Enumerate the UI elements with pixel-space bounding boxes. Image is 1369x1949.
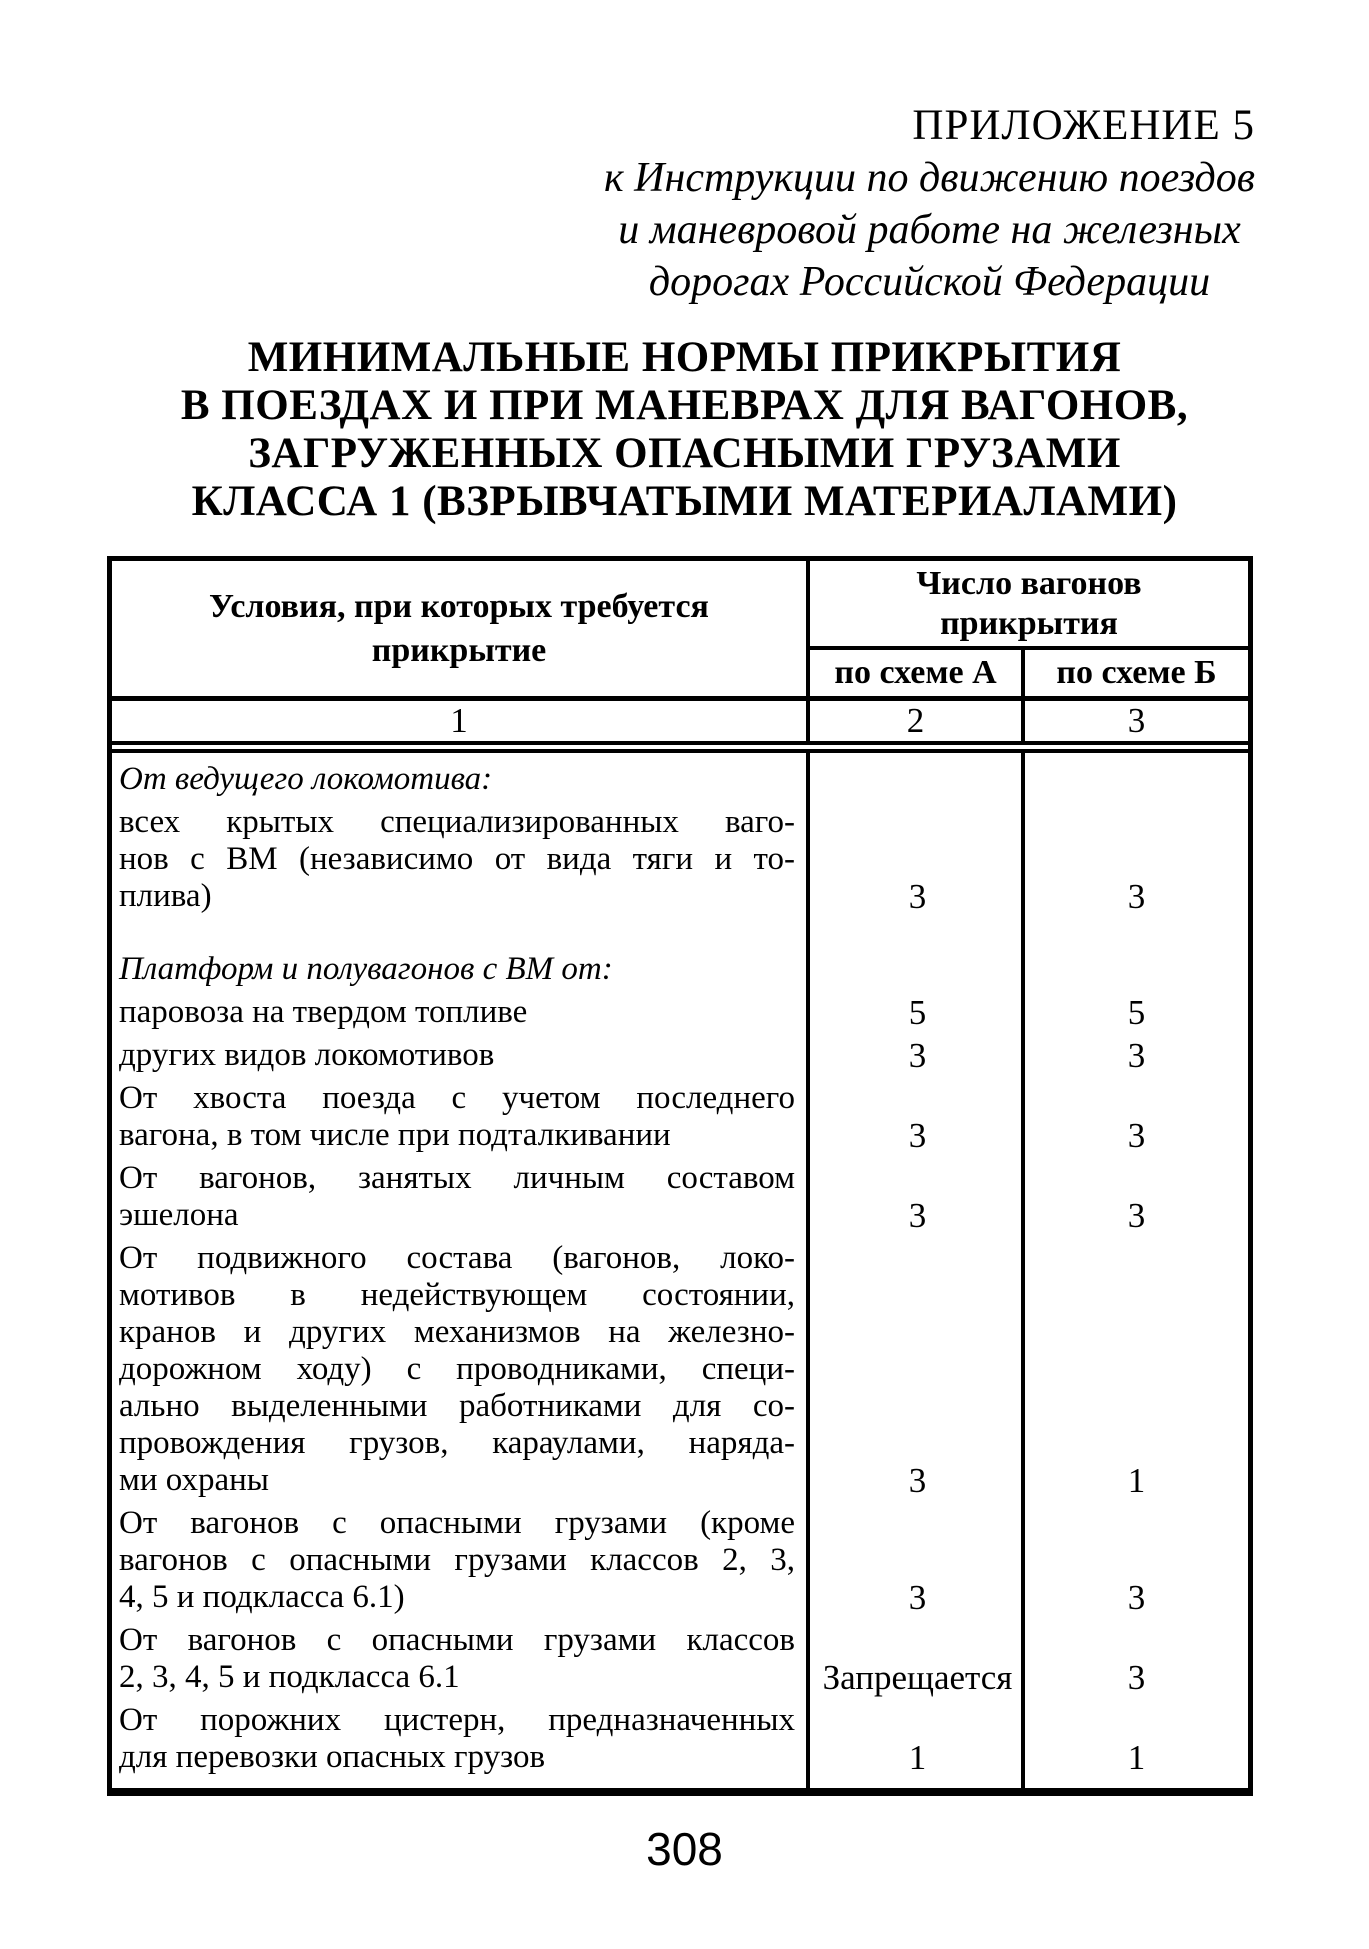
appendix-reference: [604, 152, 1255, 308]
column-divider-2: [1021, 753, 1025, 1788]
value-scheme-b: 1: [1127, 1461, 1146, 1500]
value-scheme-b: 3: [1127, 877, 1146, 916]
condition-text-line: От ведущего локомотива:: [119, 761, 493, 797]
condition-text: [112, 1622, 810, 1696]
table-row: [112, 761, 1248, 798]
title-line: КЛАССА 1 (ВЗРЫВЧАТЫМИ МАТЕРИАЛАМИ): [191, 478, 1178, 525]
table-row: [112, 1702, 1248, 1776]
appendix-reference-line: дорогах Российской Федерации: [648, 259, 1211, 305]
column-divider-1: [806, 753, 810, 1788]
table-header-row: [112, 561, 1248, 701]
condition-text: [112, 1240, 810, 1499]
header-scheme-b: по схеме Б: [1056, 654, 1217, 691]
condition-text-line: От порожних цистерн, предназначенных: [119, 1702, 795, 1738]
value-scheme-a: 1: [908, 1738, 927, 1777]
value-scheme-b: 3: [1127, 1578, 1146, 1617]
column-number-1: 1: [112, 701, 810, 741]
table-row: [112, 1505, 1248, 1616]
table-row: [112, 994, 1248, 1031]
condition-text-line: плива): [119, 878, 212, 914]
appendix-label: ПРИЛОЖЕНИЕ 5: [912, 102, 1255, 149]
condition-text-line: ми охраны: [119, 1462, 269, 1498]
header-conditions-line: прикрытие: [371, 631, 547, 669]
condition-text-line: для перевозки опасных грузов: [119, 1739, 546, 1775]
header-group-line: прикрытия: [940, 604, 1118, 642]
condition-text-line: вагона, в том числе при подталкивании: [119, 1117, 671, 1153]
condition-text-line: дорожном ходу) с проводниками, специ-: [119, 1351, 795, 1387]
title-line: В ПОЕЗДАХ И ПРИ МАНЕВРАХ ДЛЯ ВАГОНОВ,: [180, 382, 1189, 429]
condition-text: [112, 951, 810, 988]
norms-table: [107, 556, 1253, 1796]
value-scheme-b: 5: [1127, 993, 1146, 1032]
appendix-reference-line: к Инструкции по движению поездов: [604, 155, 1255, 201]
header-subrow: [810, 650, 1248, 696]
header-group: [810, 561, 1248, 696]
table-row: [112, 804, 1248, 915]
page-number: 308: [646, 1823, 723, 1875]
condition-text-line: эшелона: [119, 1197, 239, 1233]
value-scheme-a: 3: [908, 1116, 927, 1155]
value-scheme-a: 3: [908, 1578, 927, 1617]
header-conditions-line: Условия, при которых требуется: [209, 587, 709, 625]
condition-text: [112, 1160, 810, 1234]
condition-text-line: От хвоста поезда с учетом последнего: [119, 1080, 795, 1116]
table-row: [112, 1160, 1248, 1234]
condition-text-line: всех крытых специализированных ваго-: [119, 804, 795, 840]
header-conditions: [112, 561, 810, 696]
condition-text-line: ально выделенными работниками для со-: [119, 1388, 795, 1424]
value-scheme-b: 1: [1127, 1738, 1146, 1777]
condition-text-line: провождения грузов, караулами, наряда-: [119, 1425, 795, 1461]
title-line: МИНИМАЛЬНЫЕ НОРМЫ ПРИКРЫТИЯ: [247, 334, 1122, 381]
condition-text-line: нов с ВМ (независимо от вида тяги и то-: [119, 841, 795, 877]
table-body: [112, 753, 1248, 1788]
row-spacer: [112, 915, 1248, 951]
value-scheme-a: 3: [908, 877, 927, 916]
value-scheme-a: Запрещается: [822, 1658, 1013, 1697]
condition-text-line: 2, 3, 4, 5 и подкласса 6.1: [119, 1659, 460, 1695]
appendix-block: [0, 0, 1369, 308]
condition-text: [112, 1505, 810, 1616]
header-group-title: [810, 561, 1248, 650]
value-scheme-b: 3: [1127, 1196, 1146, 1235]
condition-text: [112, 1080, 810, 1154]
value-scheme-b: 3: [1127, 1658, 1146, 1697]
condition-text: [112, 761, 810, 798]
title-line: ЗАГРУЖЕННЫХ ОПАСНЫМИ ГРУЗАМИ: [248, 430, 1121, 477]
condition-text-line: От вагонов, занятых личным составом: [119, 1160, 795, 1196]
condition-text-line: От вагонов с опасными грузами (кроме: [119, 1505, 795, 1541]
document-title: [0, 334, 1369, 526]
table-row: [112, 951, 1248, 988]
condition-text-line: кранов и других механизмов на железно-: [119, 1314, 795, 1350]
condition-text-line: других видов локомотивов: [119, 1037, 495, 1073]
value-scheme-a: 3: [908, 1036, 927, 1075]
appendix-reference-line: и маневровой работе на железных: [618, 207, 1241, 253]
condition-text: [112, 804, 810, 915]
value-scheme-a: 3: [908, 1461, 927, 1500]
table-row: [112, 1622, 1248, 1696]
condition-text-line: 4, 5 и подкласса 6.1): [119, 1579, 405, 1615]
value-scheme-b: 3: [1127, 1036, 1146, 1075]
value-scheme-a: 5: [908, 993, 927, 1032]
condition-text-line: паровоза на твердом топливе: [119, 994, 528, 1030]
condition-text: [112, 1702, 810, 1776]
condition-text-line: мотивов в недействующем состоянии,: [119, 1277, 795, 1313]
condition-text-line: От подвижного состава (вагонов, локо-: [119, 1240, 795, 1276]
table-row: [112, 1037, 1248, 1074]
column-numbers-row: [112, 701, 1248, 753]
condition-text: [112, 1037, 810, 1074]
header-scheme-a: по схеме А: [810, 650, 1025, 696]
table-row: [112, 1080, 1248, 1154]
condition-text-line: вагонов с опасными грузами классов 2, 3,: [119, 1542, 795, 1578]
value-scheme-a: 3: [908, 1196, 927, 1235]
value-scheme-b: 3: [1127, 1116, 1146, 1155]
condition-text-line: От вагонов с опасными грузами классов: [119, 1622, 795, 1658]
column-number-2: 2: [810, 701, 1025, 741]
condition-text-line: Платформ и полувагонов с ВМ от:: [119, 951, 613, 987]
column-number-3: 3: [1127, 701, 1146, 740]
header-group-line: Число вагонов: [916, 564, 1142, 602]
condition-text: [112, 994, 810, 1031]
table-row: [112, 1240, 1248, 1499]
